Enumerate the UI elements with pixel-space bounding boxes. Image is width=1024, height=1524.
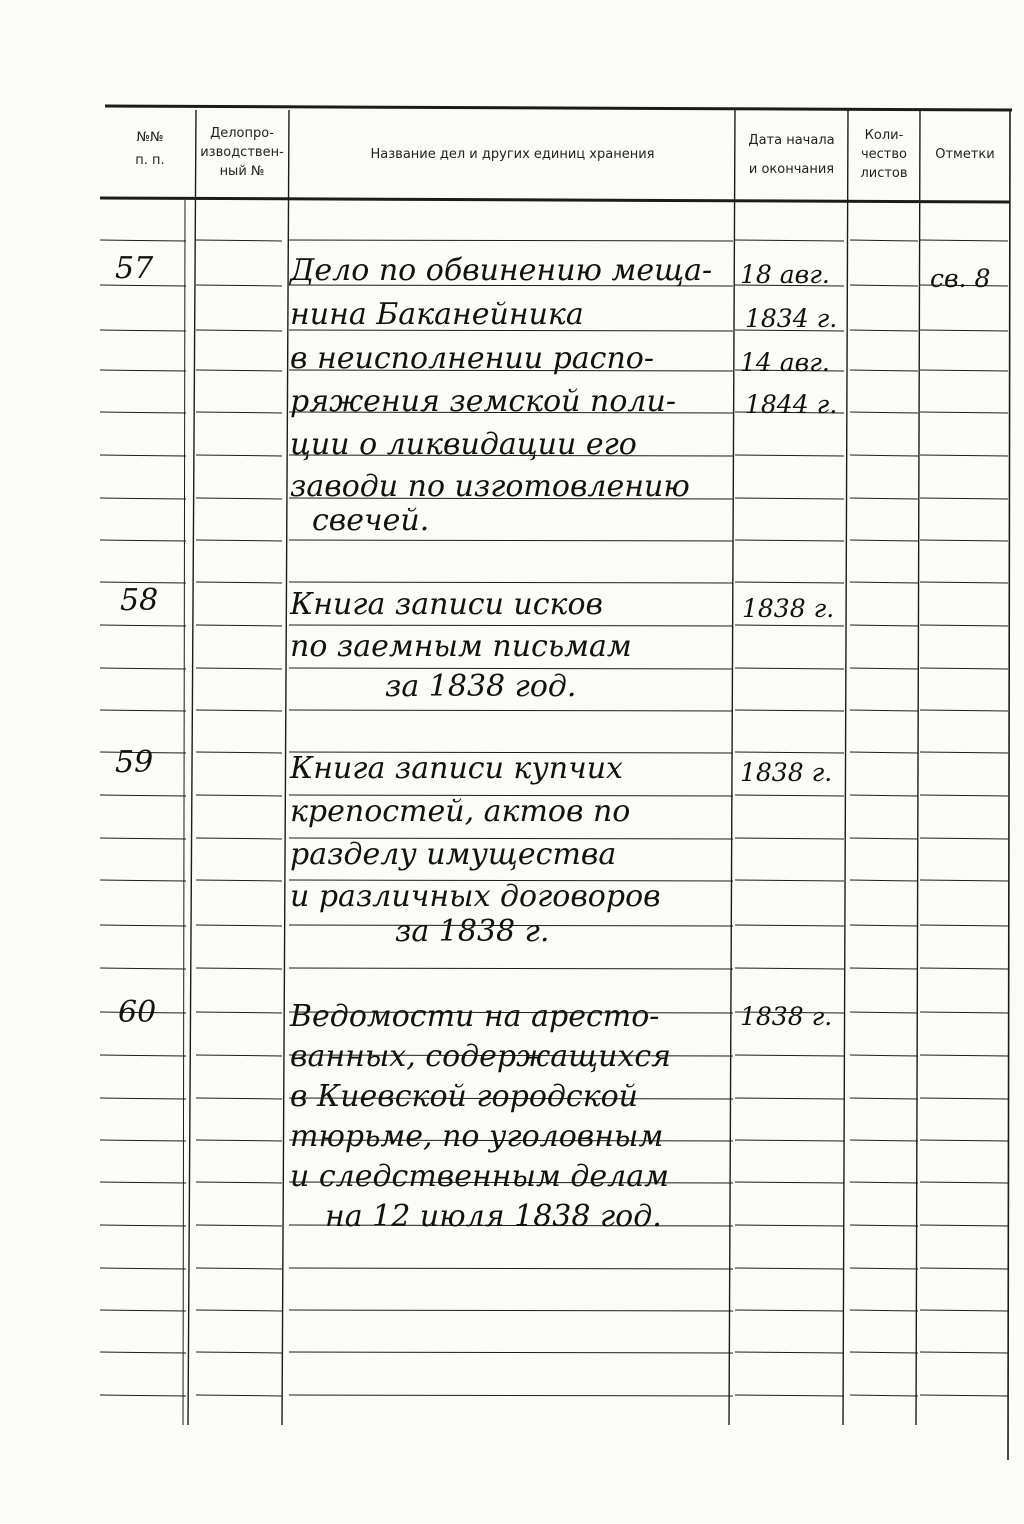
row-rule bbox=[920, 1310, 1008, 1311]
row-rule bbox=[735, 880, 844, 881]
header-dates bbox=[735, 131, 848, 179]
entry-date: 18 авг. bbox=[740, 260, 830, 289]
entry-title-line: ции о ликвидации его bbox=[290, 427, 637, 462]
row-rule bbox=[920, 412, 1008, 413]
entry-title-line: свечей. bbox=[312, 503, 430, 538]
row-rule bbox=[735, 1225, 844, 1226]
entry-date: 1844 г. bbox=[745, 390, 838, 419]
row-rule bbox=[850, 968, 918, 969]
row-rule bbox=[920, 925, 1008, 926]
row-rule bbox=[850, 498, 918, 499]
row-rule bbox=[850, 412, 918, 413]
row-rule bbox=[920, 968, 1008, 969]
row-rule bbox=[196, 925, 282, 926]
row-rule bbox=[850, 1012, 918, 1013]
row-rule bbox=[920, 1225, 1008, 1226]
entry-title-line: разделу имущества bbox=[290, 837, 617, 872]
row-rule bbox=[196, 838, 282, 839]
row-rule bbox=[850, 1225, 918, 1226]
row-rule bbox=[100, 710, 186, 711]
header-sheet-count bbox=[848, 126, 920, 183]
entry-date: 1838 г. bbox=[740, 1002, 833, 1031]
row-rule bbox=[100, 880, 186, 881]
row-rule bbox=[196, 285, 282, 286]
row-rule bbox=[850, 582, 918, 583]
row-rule bbox=[289, 710, 733, 711]
row-rule bbox=[850, 925, 918, 926]
entry-title-line: и следственным делам bbox=[290, 1159, 669, 1194]
row-rule bbox=[100, 795, 186, 796]
row-rule bbox=[850, 880, 918, 881]
row-rule bbox=[920, 370, 1008, 371]
row-rule bbox=[735, 582, 844, 583]
row-rule bbox=[196, 1140, 282, 1141]
row-rule bbox=[735, 240, 844, 241]
row-rule bbox=[100, 1395, 186, 1396]
header-office-line3: ный № bbox=[219, 164, 265, 179]
row-rule bbox=[196, 412, 282, 413]
row-rule bbox=[100, 925, 186, 926]
row-rule bbox=[196, 1352, 282, 1353]
row-rule bbox=[100, 1140, 186, 1141]
entry-number: 60 bbox=[118, 995, 157, 1030]
row-rule bbox=[196, 752, 282, 753]
row-rule bbox=[850, 1055, 918, 1056]
row-rule bbox=[196, 625, 282, 626]
row-rule bbox=[735, 968, 844, 969]
row-rule bbox=[289, 540, 733, 541]
row-rule bbox=[289, 968, 733, 969]
row-rule bbox=[100, 668, 186, 669]
row-rule bbox=[289, 1395, 733, 1396]
column-divider bbox=[916, 110, 920, 1425]
row-rule bbox=[735, 1395, 844, 1396]
header-office-line2: изводствен- bbox=[200, 145, 284, 160]
row-rule bbox=[920, 1268, 1008, 1269]
header-count-line1: Коли- bbox=[864, 128, 904, 143]
row-rule bbox=[100, 370, 186, 371]
row-rule bbox=[735, 455, 844, 456]
row-rule bbox=[850, 240, 918, 241]
row-rule bbox=[920, 330, 1008, 331]
row-rule bbox=[100, 330, 186, 331]
row-rule bbox=[196, 1055, 282, 1056]
row-rule bbox=[735, 1352, 844, 1353]
entry-date: 1838 г. bbox=[742, 594, 835, 623]
row-rule bbox=[920, 795, 1008, 796]
header-title-text: Название дел и других единиц хранения bbox=[370, 147, 655, 162]
row-rule bbox=[100, 1352, 186, 1353]
header-notes bbox=[920, 145, 1010, 164]
row-rule bbox=[289, 1352, 733, 1353]
entry-title-line: за 1838 год. bbox=[385, 669, 577, 704]
row-rule bbox=[196, 370, 282, 371]
row-rule bbox=[196, 1268, 282, 1269]
entry-title-line: за 1838 г. bbox=[395, 914, 550, 949]
entry-title-line: Ведомости на арестo- bbox=[290, 999, 660, 1034]
right-border bbox=[1008, 110, 1010, 1460]
row-rule bbox=[850, 1395, 918, 1396]
row-rule bbox=[196, 498, 282, 499]
row-rule bbox=[850, 1268, 918, 1269]
header-notes-text: Отметки bbox=[935, 147, 995, 162]
row-rule bbox=[920, 1055, 1008, 1056]
row-rule bbox=[920, 838, 1008, 839]
row-rule bbox=[850, 1352, 918, 1353]
entry-title-line: Книга записи купчих bbox=[290, 751, 623, 786]
row-rule bbox=[289, 582, 733, 583]
header-count-line3: листов bbox=[860, 166, 908, 181]
entry-number: 57 bbox=[115, 251, 154, 286]
row-rule bbox=[850, 668, 918, 669]
entry-title-line: Книга записи исков bbox=[290, 587, 603, 622]
row-rule bbox=[920, 1140, 1008, 1141]
row-rule bbox=[920, 1352, 1008, 1353]
row-rule bbox=[735, 1182, 844, 1183]
row-rule bbox=[735, 925, 844, 926]
left-margin-line bbox=[183, 200, 185, 1425]
row-rule bbox=[196, 1225, 282, 1226]
row-rule bbox=[100, 625, 186, 626]
row-rule bbox=[850, 838, 918, 839]
header-office-number bbox=[196, 124, 288, 181]
row-rule bbox=[100, 838, 186, 839]
entry-title-line: ванных, содержащихся bbox=[290, 1039, 672, 1074]
row-rule bbox=[196, 582, 282, 583]
row-rule bbox=[735, 1140, 844, 1141]
row-rule bbox=[100, 412, 186, 413]
row-rule bbox=[850, 370, 918, 371]
row-rule bbox=[735, 752, 844, 753]
row-rule bbox=[735, 838, 844, 839]
entry-title-line: крепостей, актов по bbox=[290, 794, 631, 829]
row-rule bbox=[850, 710, 918, 711]
entry-date: 1834 г. bbox=[745, 304, 838, 333]
entry-title-line: нина Баканейника bbox=[290, 297, 584, 332]
entry-title-line: и различных договоров bbox=[290, 879, 661, 914]
row-rule bbox=[850, 752, 918, 753]
header-dates-line1: Дата начала bbox=[748, 133, 835, 148]
row-rule bbox=[920, 540, 1008, 541]
row-rule bbox=[850, 455, 918, 456]
row-rule bbox=[289, 1310, 733, 1311]
row-rule bbox=[850, 330, 918, 331]
entry-date: 1838 г. bbox=[740, 758, 833, 787]
row-rule bbox=[196, 455, 282, 456]
row-rule bbox=[735, 1098, 844, 1099]
entry-number: 58 bbox=[120, 583, 159, 618]
row-rule bbox=[920, 455, 1008, 456]
row-rule bbox=[735, 1055, 844, 1056]
row-rule bbox=[735, 710, 844, 711]
header-number-line1: №№ bbox=[136, 130, 164, 145]
entry-date: 14 авг. bbox=[740, 348, 830, 377]
row-rule bbox=[735, 540, 844, 541]
row-rule bbox=[196, 1182, 282, 1183]
header-office-line1: Делопро- bbox=[210, 126, 274, 141]
row-rule bbox=[100, 498, 186, 499]
row-rule bbox=[920, 1182, 1008, 1183]
row-rule bbox=[850, 1098, 918, 1099]
row-rule bbox=[850, 1310, 918, 1311]
row-rule bbox=[920, 752, 1008, 753]
row-rule bbox=[735, 498, 844, 499]
entry-title-line: Дело по обвинению меща- bbox=[290, 253, 713, 288]
row-rule bbox=[735, 668, 844, 669]
row-rule bbox=[920, 880, 1008, 881]
column-divider bbox=[282, 110, 289, 1425]
row-rule bbox=[196, 668, 282, 669]
entry-title-line: ряжения земской поли- bbox=[290, 384, 676, 419]
row-rule bbox=[100, 540, 186, 541]
entry-title-line: заводи по изготовлению bbox=[290, 469, 690, 504]
entry-title-line: на 12 июля 1838 год. bbox=[325, 1199, 662, 1234]
row-rule bbox=[196, 795, 282, 796]
row-rule bbox=[289, 240, 733, 241]
entry-title-line: тюрьме, по уголовным bbox=[290, 1119, 664, 1154]
row-rule bbox=[196, 968, 282, 969]
row-rule bbox=[735, 1310, 844, 1311]
row-rule bbox=[920, 625, 1008, 626]
column-divider bbox=[729, 110, 735, 1425]
row-rule bbox=[850, 1182, 918, 1183]
row-rule bbox=[920, 240, 1008, 241]
row-rule bbox=[920, 1012, 1008, 1013]
row-rule bbox=[100, 1310, 186, 1311]
row-rule bbox=[850, 540, 918, 541]
row-rule bbox=[850, 625, 918, 626]
row-rule bbox=[100, 240, 186, 241]
row-rule bbox=[196, 1310, 282, 1311]
row-rule bbox=[850, 795, 918, 796]
row-rule bbox=[735, 1268, 844, 1269]
row-rule bbox=[735, 795, 844, 796]
row-rule bbox=[289, 1268, 733, 1269]
row-rule bbox=[196, 1098, 282, 1099]
header-title bbox=[290, 145, 735, 164]
row-rule bbox=[850, 1140, 918, 1141]
row-rule bbox=[196, 1012, 282, 1013]
header-number bbox=[105, 128, 195, 170]
row-rule bbox=[100, 1182, 186, 1183]
row-rule bbox=[196, 880, 282, 881]
row-rule bbox=[196, 710, 282, 711]
row-rule bbox=[100, 1225, 186, 1226]
row-rule bbox=[196, 1395, 282, 1396]
row-rule bbox=[100, 1268, 186, 1269]
header-count-line2: чество bbox=[860, 147, 907, 162]
row-rule bbox=[100, 1055, 186, 1056]
column-divider bbox=[843, 110, 848, 1425]
header-top-border bbox=[105, 106, 1012, 110]
entry-notes: св. 8 bbox=[930, 264, 991, 293]
header-bottom-border bbox=[100, 198, 1010, 202]
row-rule bbox=[100, 968, 186, 969]
row-rule bbox=[196, 240, 282, 241]
row-rule bbox=[920, 668, 1008, 669]
row-rule bbox=[920, 498, 1008, 499]
column-divider bbox=[188, 110, 196, 1425]
entry-title-line: по заемным письмам bbox=[290, 629, 632, 664]
entry-title-line: в Киевской городской bbox=[290, 1079, 638, 1114]
row-rule bbox=[100, 1098, 186, 1099]
row-rule bbox=[289, 625, 733, 626]
row-rule bbox=[920, 1098, 1008, 1099]
row-rule bbox=[196, 330, 282, 331]
entry-title-line: в неисполнении распо- bbox=[290, 341, 654, 376]
row-rule bbox=[920, 710, 1008, 711]
row-rule bbox=[196, 540, 282, 541]
row-rule bbox=[850, 285, 918, 286]
row-rule bbox=[920, 582, 1008, 583]
header-number-line2: п. п. bbox=[135, 153, 165, 168]
row-rule bbox=[920, 1395, 1008, 1396]
header-dates-line2: и окончания bbox=[748, 162, 835, 177]
row-rule bbox=[100, 455, 186, 456]
entry-number: 59 bbox=[115, 745, 154, 780]
